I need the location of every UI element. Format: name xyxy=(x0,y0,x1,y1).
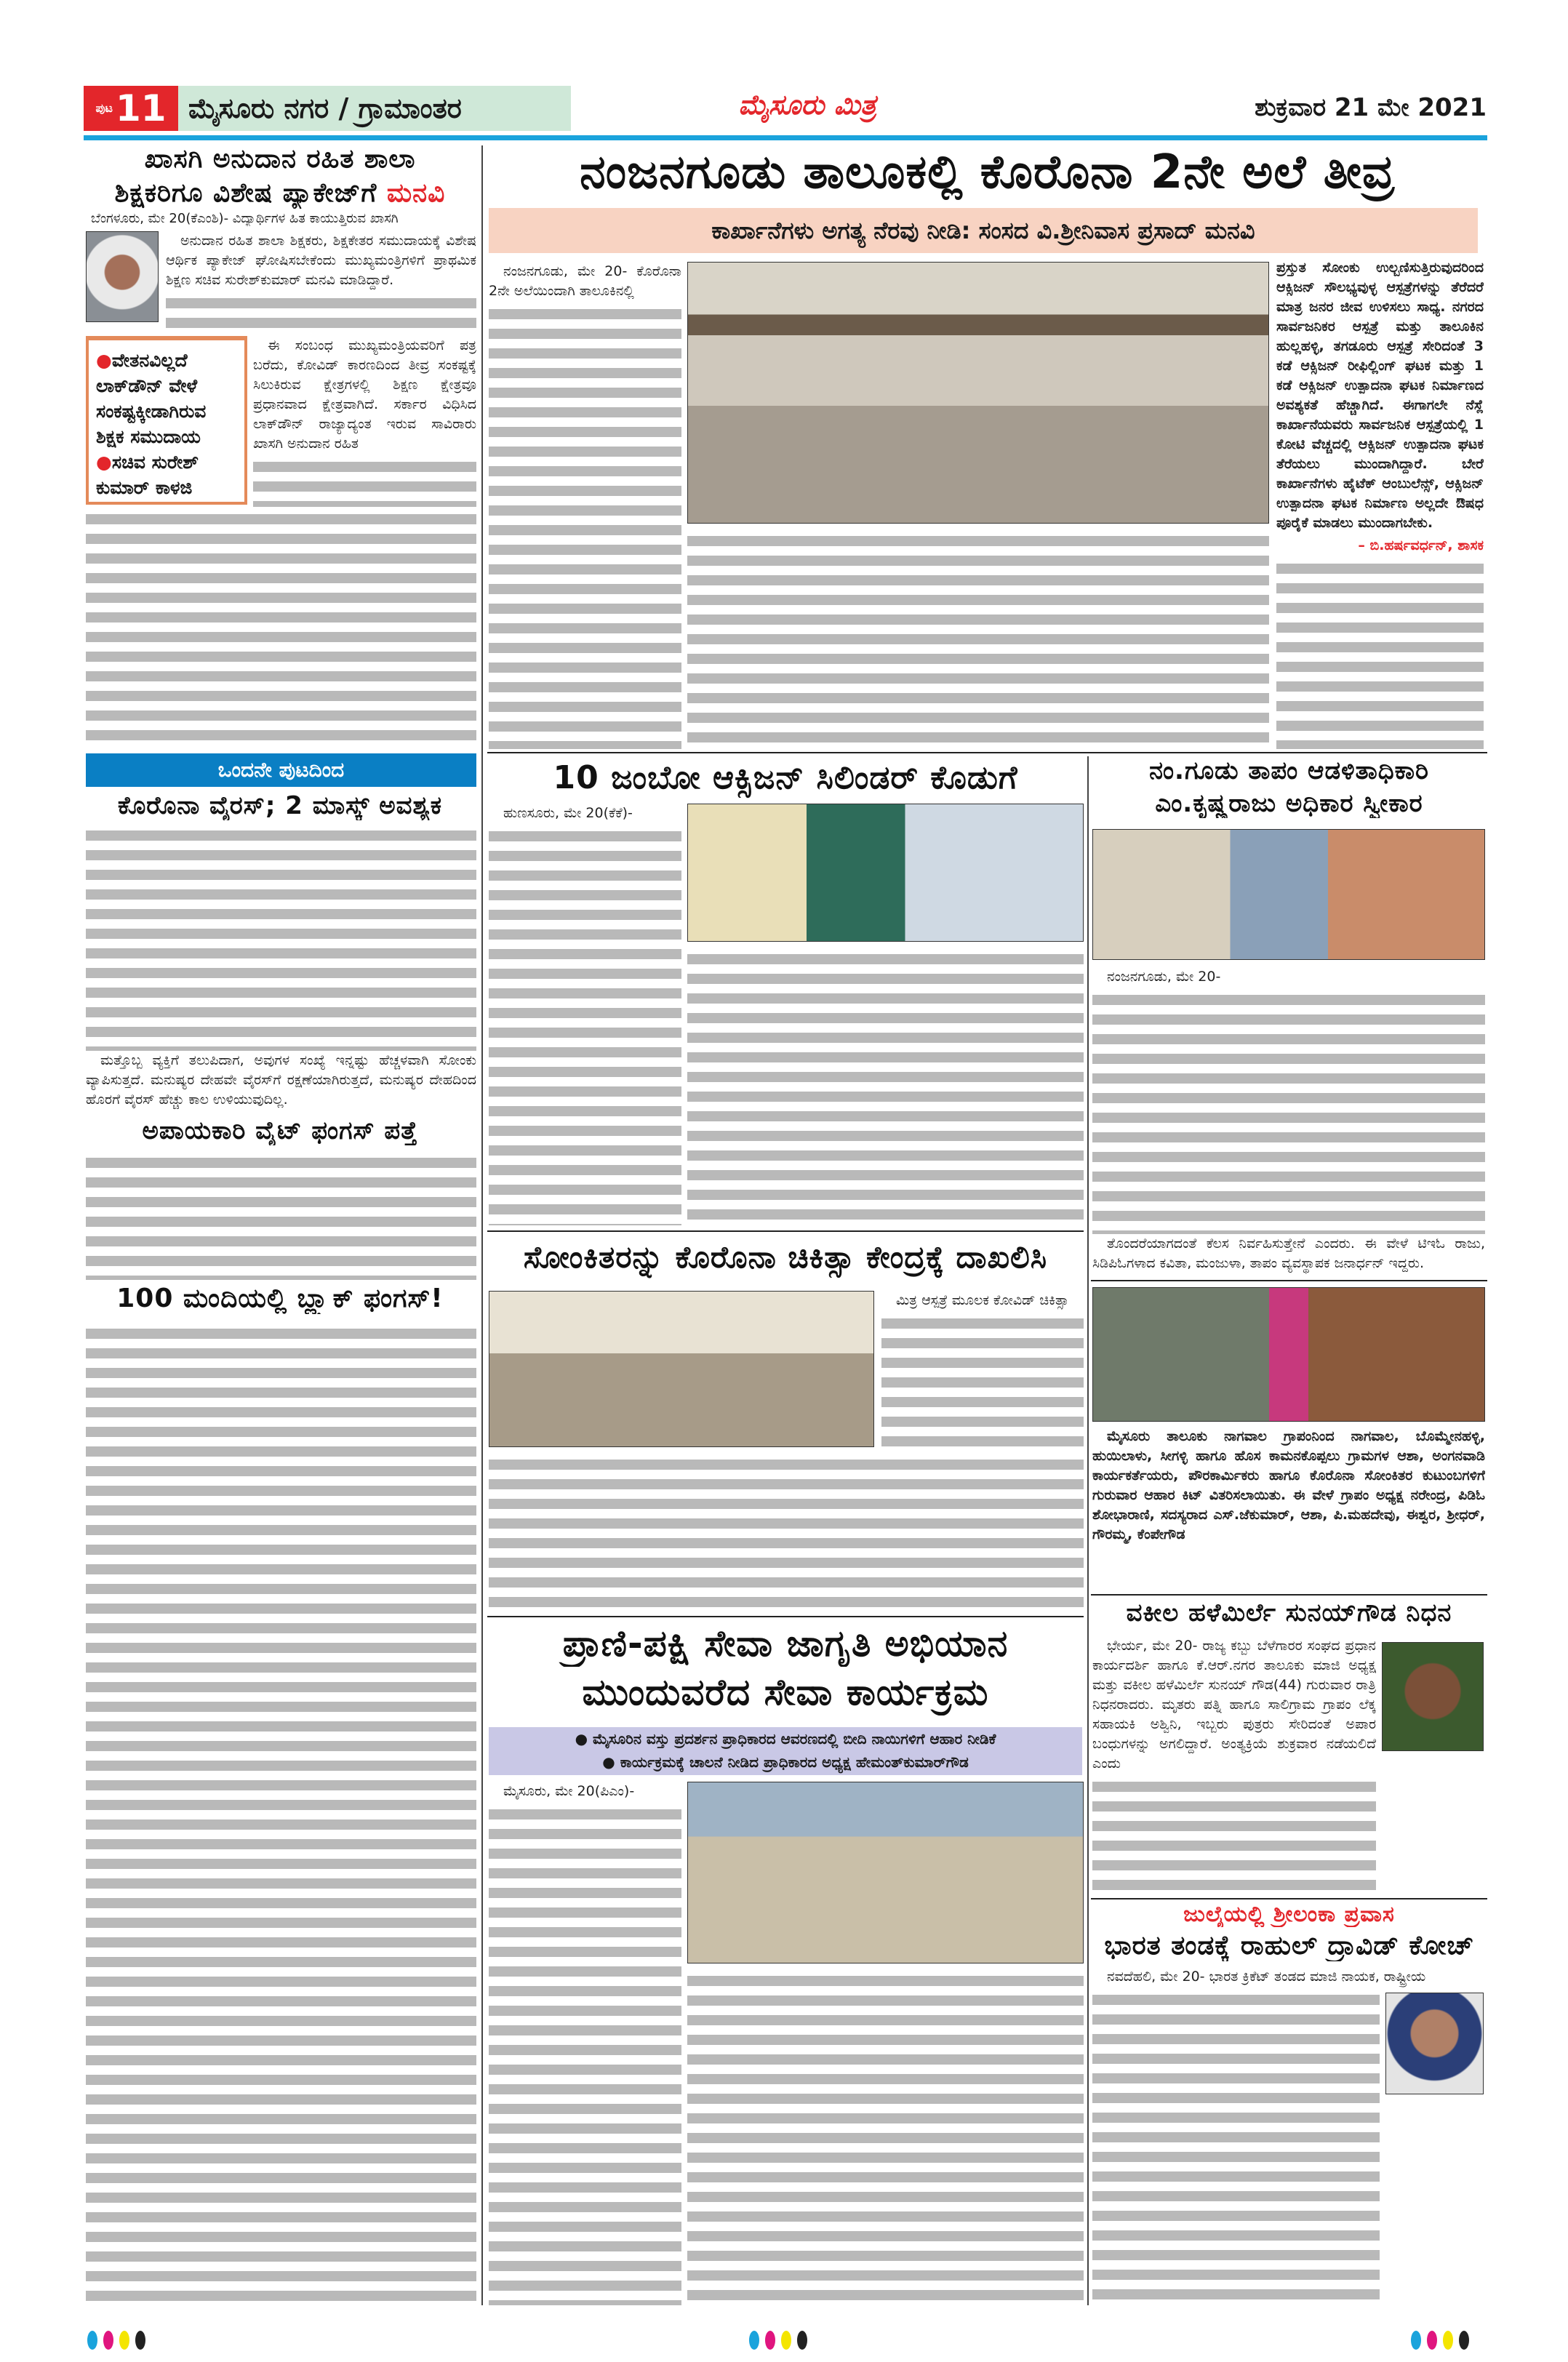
text-lines xyxy=(1092,1990,1380,2305)
animal-bullet: ● ಕಾರ್ಯಕ್ರಮಕ್ಕೆ ಚಾಲನೆ ನೀಡಿದ ಪ್ರಾಧಿಕಾರದ ಅಧ್ಯಕ್ಷ ಹೇಮಂತ್‌ಕುಮಾರ್‌ಗೌಡ xyxy=(602,1753,969,1771)
left-paragraph: ಅನುದಾನ ರಹಿತ ಶಾಲಾ ಶಿಕ್ಷಕರು, ಶಿಕ್ಷಕೇತರ ಸಮುದಾಯಕ್ಕೆ ವಿಶೇಷ ಆರ್ಥಿಕ ಪ್ಯಾಕೇಜ್ ಘೋಷಿಸಬೇಕೆಂದು ಮುಖ್ಯಮಂತ್ರಿಗಳಿಗೆ ಪ್ರಾಥಮಿಕ ಶಿಕ್ಷಣ ಸಚಿವ ಸುರೇಶ್‌ಕುಮಾರ್ ಮನವಿ ಮಾಡಿದ್ದಾರೆ. xyxy=(166,233,476,288)
treatment-lead: ಮಿತ್ರ ಆಸ್ಪತ್ರೆ ಮೂಲಕ ಕೋವಿಡ್ ಚಿಕಿತ್ಸಾ xyxy=(896,1292,1069,1308)
main-dateline: ನಂಜನಗೂಡು, ಮೇ 20- ಕೊರೊನಾ 2ನೇ ಅಲೆಯಿಂದಾಗಿ ತಾಲೂಕಿನಲ್ಲಿ xyxy=(489,263,681,299)
left-article-body-mid xyxy=(253,336,476,507)
section-divider xyxy=(1091,1898,1487,1899)
continued-headline-masks: ಕೊರೊನಾ ವೈರಸ್; 2 ಮಾಸ್ಕ್ ಅವಶ್ಯಕ xyxy=(117,791,443,820)
continued-body-1 xyxy=(86,825,476,1113)
highlight-box xyxy=(86,336,247,505)
animal-headline-line2: ಮುಂದುವರೆದ ಸೇವಾ ಕಾರ್ಯಕ್ರಮ xyxy=(582,1671,989,1713)
animal-body-left xyxy=(489,1782,681,2305)
text-lines xyxy=(489,1454,1084,1614)
food-kit-caption xyxy=(1092,1427,1485,1593)
continued-headline-black-fungus: 100 ಮಂದಿಯಲ್ಲಿ ಬ್ಲ್ಯಾಕ್ ಫಂಗಸ್! xyxy=(116,1284,444,1313)
animal-bullets-box xyxy=(489,1727,1082,1775)
text-lines xyxy=(687,1971,1084,2305)
main-body-left xyxy=(489,262,681,749)
continued-banner xyxy=(86,753,476,787)
section-divider xyxy=(487,1230,1084,1232)
obituary-body xyxy=(1092,1636,1376,1894)
text-lines xyxy=(1276,559,1484,749)
text-lines xyxy=(489,826,681,1225)
animal-body-right xyxy=(687,1971,1084,2305)
main-headline: ನಂಜನಗೂಡು ತಾಲೂಕಲ್ಲಿ ಕೊರೊನಾ 2ನೇ ಅಲೆ ತೀವ್ರ xyxy=(580,145,1395,199)
left-headline-line2 xyxy=(84,178,476,209)
officer-photo xyxy=(1092,829,1485,960)
text-lines xyxy=(253,457,476,507)
obituary-text: ಭೇರ್ಯ, ಮೇ 20- ರಾಜ್ಯ ಕಬ್ಬು ಬೆಳೆಗಾರರ ಸಂಘದ ಪ್ರಧಾನ ಕಾರ್ಯದರ್ಶಿ ಹಾಗೂ ಕೆ.ಆರ್.ನಗರ ತಾಲೂಕು ಮಾಜಿ ಅಧ್ಯಕ್ಷ ಮತ್ತು ವಕೀಲ ಹಳೆಮಿರ್ಲೆ ಸುನಯ್ ಗೌಡ(44) ಗುರುವಾರ ರಾತ್ರಿ ನಿಧನರಾದರು. ಮೃತರು ಪತ್ನಿ ಹಾಗೂ ಸಾಲಿಗ್ರಾಮ ಗ್ರಾಪಂ ಲೆಕ್ಕ ಸಹಾಯಕಿ ಅಶ್ವಿನಿ, ಇಬ್ಬರು ಪುತ್ರರು ಸೇರಿದಂತೆ ಅಪಾರ ಬಂಧುಗಳನ್ನು ಅಗಲಿದ್ದಾರೆ. ಅಂತ್ಯಕ್ರಿಯೆ ಶುಕ್ರವಾರ ನಡೆಯಲಿದೆ ಎಂದು xyxy=(1092,1638,1376,1772)
treatment-headline: ಸೋಂಕಿತರನ್ನು ಕೊರೊನಾ ಚಿಕಿತ್ಸಾ ಕೇಂದ್ರಕ್ಕೆ ದಾಖಲಿಸಿ xyxy=(523,1239,1048,1275)
animal-headline-line1: ಪ್ರಾಣಿ-ಪಕ್ಷಿ ಸೇವಾ ಜಾಗೃತಿ ಅಭಿಯಾನ xyxy=(562,1622,1009,1665)
continued-headline-white-fungus: ಅಪಾಯಕಾರಿ ವೈಟ್ ಫಂಗಸ್ ಪತ್ತೆ xyxy=(142,1116,418,1145)
officer-dateline: ನಂಜನಗೂಡು, ಮೇ 20- xyxy=(1107,969,1221,985)
quote-attribution: – ಬಿ.ಹರ್ಷವರ್ಧನ್, ಶಾಸಕ xyxy=(1358,537,1484,553)
cricket-headline: ಭಾರತ ತಂಡಕ್ಕೆ ರಾಹುಲ್ ದ್ರಾವಿಡ್ ಕೋಚ್ xyxy=(1104,1931,1474,1961)
continued-paragraph: ಮತ್ತೊಬ್ಬ ವ್ಯಕ್ತಿಗೆ ತಲುಪಿದಾಗ, ಅವುಗಳ ಸಂಖ್ಯೆ ಇನ್ನಷ್ಟು ಹೆಚ್ಚಳವಾಗಿ ಸೋಂಕು ವ್ಯಾಪಿಸುತ್ತದೆ. ಮನುಷ್ಯರ ದೇಹವೇ ವೈರಸ್‌ಗೆ ರಕ್ಷಣೆಯಾಗಿರುತ್ತದೆ, ಮನುಷ್ಯರ ದೇಹದಿಂದ ಹೊರಗೆ ವೈರಸ್ ಹೆಚ್ಚು ಕಾಲ ಉಳಿಯುವುದಿಲ್ಲ. xyxy=(86,1052,476,1108)
left-article-body-bottom xyxy=(86,509,476,745)
oxygen-headline: 10 ಜಂಬೋ ಆಕ್ಸಿಜನ್ ಸಿಲಿಂಡರ್ ಕೊಡುಗೆ xyxy=(553,759,1018,796)
column-divider xyxy=(1087,756,1089,2305)
left-headline-red: ಮನವಿ xyxy=(386,178,446,208)
continued-body-2 xyxy=(86,1153,476,1280)
registration-marks xyxy=(87,2331,145,2350)
animal-bullet-text: ಮೈಸೂರಿನ ವಸ್ತು ಪ್ರದರ್ಶನ ಪ್ರಾಧಿಕಾರದ ಆವರಣದಲ್ಲಿ ಬೀದಿ ನಾಯಿಗಳಿಗೆ ಆಹಾರ ನೀಡಿಕೆ xyxy=(592,1730,996,1748)
text-lines xyxy=(86,825,476,1051)
animal-bullet: ● ಮೈಸೂರಿನ ವಸ್ತು ಪ್ರದರ್ಶನ ಪ್ರಾಧಿಕಾರದ ಆವರಣದಲ್ಲಿ ಬೀದಿ ನಾಯಿಗಳಿಗೆ ಆಹಾರ ನೀಡಿಕೆ xyxy=(575,1730,996,1748)
meeting-photo xyxy=(687,262,1269,524)
column-divider xyxy=(481,145,483,2305)
text-lines xyxy=(1092,990,1485,1234)
officer-body xyxy=(1092,967,1485,1276)
highlight-item: ●ವೇತನವಿಲ್ಲದೆ ಲಾಕ್‌ಡೌನ್ ವೇಳೆ ಸಂಕಷ್ಟಕ್ಕೀಡಾಗಿರುವ ಶಿಕ್ಷಕ ಸಮುದಾಯ xyxy=(96,350,207,447)
left-headline-text: ಶಿಕ್ಷಕರಿಗೂ ವಿಶೇಷ ಪ್ಯಾಕೇಜ್‌ಗೆ xyxy=(114,178,377,208)
left-paragraph: ಈ ಸಂಬಂಧ ಮುಖ್ಯಮಂತ್ರಿಯವರಿಗೆ ಪತ್ರ ಬರೆದು, ಕೋವಿಡ್ ಕಾರಣದಿಂದ ತೀವ್ರ ಸಂಕಷ್ಟಕ್ಕೆ ಸಿಲುಕಿರುವ ಕ್ಷೇತ್ರಗಳಲ್ಲಿ ಶಿಕ್ಷಣ ಕ್ಷೇತ್ರವೂ ಪ್ರಧಾನವಾದ ಕ್ಷೇತ್ರವಾಗಿದೆ. ಸರ್ಕಾರ ವಿಧಿಸಿದ ಲಾಕ್‌ಡೌನ್ ರಾಜ್ಯಾದ್ಯಂತ ಇರುವ ಸಾವಿರಾರು ಖಾಸಗಿ ಅನುದಾನ ರಹಿತ xyxy=(253,337,476,452)
section-divider xyxy=(487,1616,1084,1617)
dog-feeding-photo xyxy=(687,1782,1084,1963)
left-dateline: ಬೆಂಗಳೂರು, ಮೇ 20(ಕೆಎಂಶಿ)- ವಿದ್ಯಾರ್ಥಿಗಳ ಹಿತ ಕಾಯುತ್ತಿರುವ ಖಾಸಗಿ xyxy=(91,211,399,226)
registration-marks xyxy=(1411,2331,1469,2350)
section-title-text: ಮೈಸೂರು ನಗರ / ಗ್ರಾಮಾಂತರ xyxy=(188,92,462,124)
registration-marks xyxy=(749,2331,807,2350)
obituary-headline: ವಕೀಲ ಹಳೆಮಿರ್ಲೆ ಸುನಯ್‌ಗೌಡ ನಿಧನ xyxy=(1126,1598,1452,1628)
treatment-meeting-photo xyxy=(489,1291,874,1447)
page-label: ಪುಟ xyxy=(95,101,113,115)
text-lines xyxy=(687,531,1269,749)
text-lines xyxy=(881,1313,1084,1447)
text-lines xyxy=(1092,1777,1376,1894)
main-subheadline xyxy=(489,208,1478,253)
highlight-text: ವೇತನವಿಲ್ಲದೆ ಲಾಕ್‌ಡೌನ್ ವೇಳೆ ಸಂಕಷ್ಟಕ್ಕೀಡಾಗಿರುವ ಶಿಕ್ಷಕ ಸಮುದಾಯ xyxy=(96,350,207,447)
main-subheadline-text: ಕಾರ್ಖಾನೆಗಳು ಅಗತ್ಯ ನೆರವು ನೀಡಿ: ಸಂಸದ ವಿ.ಶ್ರೀನಿವಾಸ ಪ್ರಸಾದ್ ಮನವಿ xyxy=(711,217,1255,244)
continued-body-3 xyxy=(86,1324,476,2305)
minister-photo xyxy=(86,231,159,322)
oxygen-body-right xyxy=(687,949,1084,1225)
section-divider xyxy=(487,752,1487,753)
cricket-body xyxy=(1092,1967,1485,2305)
text-lines xyxy=(489,304,681,749)
highlight-item: ●ಸಚಿವ ಸುರೇಶ್ ಕುಮಾರ್ ಕಾಳಜಿ xyxy=(96,452,199,498)
oxygen-dateline: ಹುಣಸೂರು, ಮೇ 20(ಕೆಕೆ)- xyxy=(503,805,633,821)
continued-banner-text: ಒಂದನೇ ಪುಟದಿಂದ xyxy=(217,758,345,782)
section-title xyxy=(178,86,571,131)
officer-headline-line2: ಎಂ.ಕೃಷ್ಣರಾಜು ಅಧಿಕಾರ ಸ್ವೀಕಾರ xyxy=(1155,789,1423,818)
quote-text: ಪ್ರಸ್ತುತ ಸೋಂಕು ಉಲ್ಬಣಿಸುತ್ತಿರುವುದರಿಂದ ಆಕ್ಸಿಜನ್ ಸೌಲಭ್ಯವುಳ್ಳ ಆಸ್ಪತ್ರೆಗಳನ್ನು ತೆರೆದರೆ ಮಾತ್ರ ಜನರ ಜೀವ ಉಳಿಸಲು ಸಾಧ್ಯ. ನಗರದ ಸಾರ್ವಜನಿಕರ ಆಸ್ಪತ್ರೆ ಮತ್ತು ತಾಲೂಕಿನ ಹುಲ್ಲಹಳ್ಳಿ, ತಗಡೂರು ಆಸ್ಪತ್ರೆ ಸೇರಿದಂತೆ 3 ಕಡೆ ಆಕ್ಸಿಜನ್ ರೀಫಿಲ್ಲಿಂಗ್ ಘಟಕ ಮತ್ತು 1 ಕಡೆ ಆಕ್ಸಿಜನ್ ಉತ್ಪಾದನಾ ಘಟಕ ನಿರ್ಮಾಣದ ಅವಶ್ಯಕತೆ ಹೆಚ್ಚಾಗಿದೆ. ಈಗಾಗಲೇ ನೆಸ್ಲೆ ಕಾರ್ಖಾನೆಯವರು ಸಾರ್ವಜನಿಕ ಆಸ್ಪತ್ರೆಯಲ್ಲಿ 1 ಕೋಟಿ ವೆಚ್ಚದಲ್ಲಿ ಆಕ್ಸಿಜನ್ ಉತ್ಪಾದನಾ ಘಟಕ ತೆರೆಯಲು ಮುಂದಾಗಿದ್ದಾರೆ. ಬೇರೆ ಕಾರ್ಖಾನೆಗಳು ಹೈಟೆಕ್ ಆಂಬುಲೆನ್ಸ್, ಆಕ್ಸಿಜನ್ ಉತ್ಪಾದನಾ ಘಟಕ ನಿರ್ಮಾಣ ಅಲ್ಲದೇ ಔಷಧ ಪೂರೈಕೆ ಮಾಡಲು ಮುಂದಾಗಬೇಕು. xyxy=(1276,260,1484,531)
oxygen-cylinder-photo xyxy=(687,804,1084,942)
section-divider xyxy=(1091,1280,1487,1281)
mla-quote xyxy=(1276,258,1484,749)
text-lines xyxy=(687,949,1084,1225)
left-headline-line1: ಖಾಸಗಿ ಅನುದಾನ ರಹಿತ ಶಾಲಾ xyxy=(144,144,416,174)
treatment-body-right xyxy=(881,1291,1084,1447)
text-lines xyxy=(86,1324,476,2305)
masthead-logo: ಮೈಸೂರು ಮಿತ್ರ xyxy=(738,89,876,121)
oxygen-body-left xyxy=(489,804,681,1225)
page-number: 11 xyxy=(115,87,167,129)
officer-closing: ತೊಂದರೆಯಾಗದಂತೆ ಕೆಲಸ ನಿರ್ವಹಿಸುತ್ತೇನೆ ಎಂದರು. ಈ ವೇಳೆ ಟಿಇಓ ರಾಜು, ಸಿಡಿಪಿಓಗಳಾದ ಕವಿತಾ, ಮಂಜುಳಾ, ತಾಪಂ ವ್ಯವಸ್ಥಾಪಕ ಜನಾರ್ಧನ್ ಇದ್ದರು. xyxy=(1092,1236,1485,1271)
food-kit-photo xyxy=(1092,1287,1485,1422)
animal-bullet-text: ಕಾರ್ಯಕ್ರಮಕ್ಕೆ ಚಾಲನೆ ನೀಡಿದ ಪ್ರಾಧಿಕಾರದ ಅಧ್ಯಕ್ಷ ಹೇಮಂತ್‌ಕುಮಾರ್‌ಗೌಡ xyxy=(620,1753,969,1771)
obituary-photo xyxy=(1382,1642,1484,1751)
text-lines xyxy=(86,1153,476,1280)
animal-dateline: ಮೈಸೂರು, ಮೇ 20(ಪಿಎಂ)- xyxy=(503,1783,635,1799)
text-lines xyxy=(86,509,476,745)
issue-date: ಶುಕ್ರವಾರ 21 ಮೇ 2021 xyxy=(1255,93,1487,122)
section-divider xyxy=(1091,1594,1487,1596)
treatment-body-columns xyxy=(489,1454,1084,1614)
highlight-text: ಸಚಿವ ಸುರೇಶ್ ಕುಮಾರ್ ಕಾಳಜಿ xyxy=(96,452,199,498)
food-kit-caption-text: ಮೈಸೂರು ತಾಲೂಕು ನಾಗವಾಲ ಗ್ರಾಪಂನಿಂದ ನಾಗವಾಲ, ಬೊಮ್ಮೇನಹಳ್ಳಿ, ಹುಯಿಲಾಳು, ಸೀಗಳ್ಳಿ ಹಾಗೂ ಹೊಸ ಕಾಮನಕೊಪ್ಪಲು ಗ್ರಾಮಗಳ ಆಶಾ, ಅಂಗನವಾಡಿ ಕಾರ್ಯಕರ್ತೆಯರು, ಪೌರಕಾರ್ಮಿಕರು ಹಾಗೂ ಕೊರೊನಾ ಸೋಂಕಿತರ ಕುಟುಂಬಗಳಿಗೆ ಗುರುವಾರ ಆಹಾರ ಕಿಟ್ ವಿತರಿಸಲಾಯಿತು. ಈ ವೇಳೆ ಗ್ರಾಪಂ ಅಧ್ಯಕ್ಷ ನರೇಂದ್ರ, ಪಿಡಿಓ ಶೋಭಾರಾಣಿ, ಸದಸ್ಯರಾದ ಎಸ್.ಜೆಕುಮಾರ್, ಆಶಾ, ಪಿ.ಮಹದೇವು, ಈಶ್ವರ, ಶ್ರೀಧರ್, ಗೌರಮ್ಮ, ಕೆಂಪೇಗೌಡ xyxy=(1092,1428,1485,1542)
main-body-columns xyxy=(687,531,1269,749)
cricket-dateline: ನವದೆಹಲಿ, ಮೇ 20- ಭಾರತ ಕ್ರಿಕೆಟ್ ತಂಡದ ಮಾಜಿ ನಾಯಕ, ರಾಷ್ಟ್ರೀಯ xyxy=(1107,1969,1426,1985)
text-lines xyxy=(166,293,476,333)
left-article-body-top xyxy=(166,231,476,333)
cricket-kicker: ಜುಲೈಯಲ್ಲಿ ಶ್ರೀಲಂಕಾ ಪ್ರವಾಸ xyxy=(1183,1902,1395,1927)
officer-headline-line1: ನಂ.ಗೂಡು ತಾಪಂ ಆಡಳಿತಾಧಿಕಾರಿ xyxy=(1149,756,1429,785)
header-rule xyxy=(84,135,1487,140)
page-number-box xyxy=(84,86,178,131)
text-lines xyxy=(489,1804,681,2305)
